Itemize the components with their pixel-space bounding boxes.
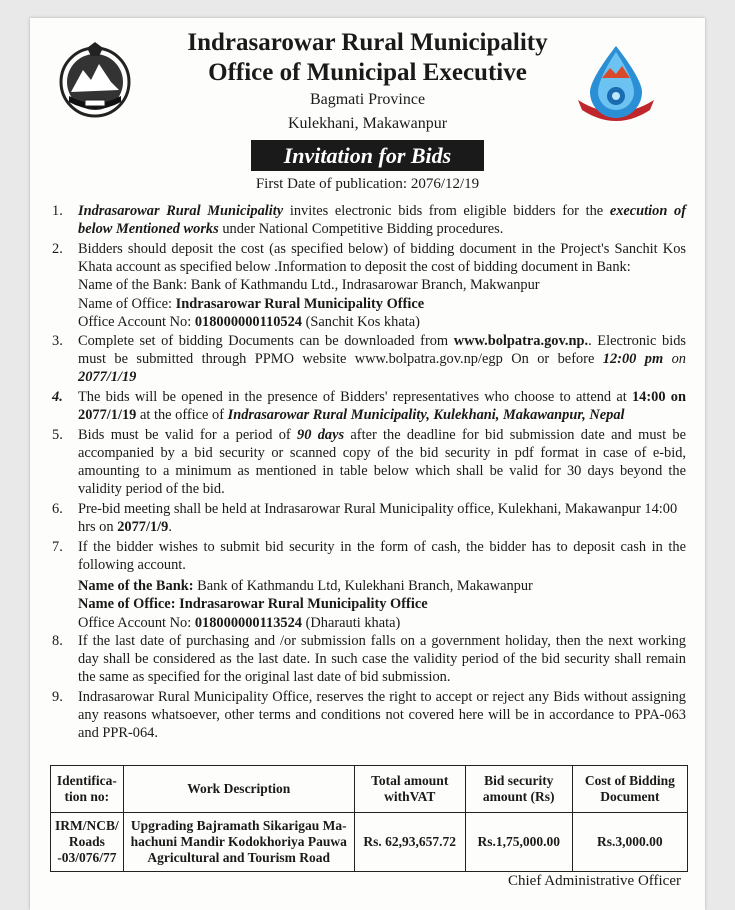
- list-item: 2. Bidders should deposit the cost (as specified below) of bidding document in the Project's Sanchit Kos Khata account as specified below .Information to deposit the cost of bidding document in Bank:: [52, 241, 686, 275]
- signature: Chief Administrative Officer: [507, 873, 681, 889]
- location: Kulekhani, Makawanpur: [287, 115, 448, 132]
- col-description: Work Description: [123, 766, 354, 813]
- publication-date: First Date of publication: 2076/12/19: [255, 176, 480, 192]
- list-item: 4. The bids will be opened in the presence of Bidders' representatives who choose to attend at 14:00 on 2077/1/19 at the office of Indrasarowar Rural Municipality, Kulekhani, Makawanpur, Nepal: [52, 388, 686, 423]
- list-item: 8. If the last date of purchasing and /or submission falls on a government holiday, then the next working day shall be considered as the last date. In such case the validity period of the bid security shall remain the same as specified for the original last date of bid submission.: [52, 633, 686, 685]
- cell-total: Rs. 62,93,657.72: [354, 813, 465, 872]
- list-item: 3. Complete set of bidding Documents can be downloaded from www.bolpatra.gov.np.. Electronic bids must be submitted through PPMO website www.bolpatra.gov.np/egp On or before 12:00 pm on 2077/1/19: [52, 332, 686, 385]
- cell-id: IRM/NCB/ Roads -03/076/77: [51, 813, 124, 872]
- col-total: Total amount withVAT: [354, 766, 465, 813]
- office-name: Office of Municipal Executive: [208, 59, 527, 86]
- bid-table: [50, 765, 688, 872]
- table-row: [51, 813, 688, 872]
- list-item: 6. Pre-bid meeting shall be held at Indrasarowar Rural Municipality office, Kulekhani, Makawanpur 14:00 hrs on 2077/1/9.: [52, 500, 678, 535]
- list-item: 5. Bids must be valid for a period of 90 days after the deadline for bid submission date and must be accompanied by a bid security or scanned copy of the bid security in pdf format in case of e-bid, amounting to a minimum as mentioned in table below which shall be valid for 30 days beyond the validity period of the bid.: [52, 426, 687, 497]
- list-item: 9. Indrasarowar Rural Municipality Office, reserves the right to accept or reject any Bids without assigning any reasons whatsoever, other terms and conditions not covered here will be in accordance to PPA-063 and PPR-064.: [52, 689, 686, 741]
- notice-page: [30, 18, 705, 910]
- col-security: Bid security amount (Rs): [465, 766, 572, 813]
- list-item: 7. If the bidder wishes to submit bid security in the form of cash, the bidder has to deposit cash in the following account.: [52, 538, 686, 573]
- municipality-name: Indrasarowar Rural Municipality: [187, 29, 548, 56]
- cell-security: Rs.1,75,000.00: [465, 813, 572, 872]
- notice-body: [48, 202, 686, 742]
- col-id: Identifica-tion no:: [51, 766, 124, 813]
- notice-title: Invitation for Bids: [251, 140, 484, 171]
- table-header-row: [51, 766, 688, 813]
- cell-cost: Rs.3,000.00: [572, 813, 687, 872]
- municipality-logo-icon: [570, 38, 662, 130]
- cell-description: Upgrading Bajramath Sikarigau Ma-hachuni Mandir Kodokhoriya Pauwa Agricultural and Tourism Road: [123, 813, 354, 872]
- list-item: 1. Indrasarowar Rural Municipality invites electronic bids from eligible bidders for the execution of below Mentioned works under National Competitive Bidding procedures.: [52, 203, 686, 237]
- province: Bagmati Province: [309, 91, 426, 108]
- cash-bank-info: Name of the Bank: Bank of Kathmandu Ltd, Kulekhani Branch, Makawanpur Name of Office: Indrasarowar Rural Municipality Office Office Account No: 018000000113524 (Dharauti khata): [78, 577, 533, 631]
- col-cost: Cost of Bidding Document: [572, 766, 687, 813]
- bank-info: Name of the Bank: Bank of Kathmandu Ltd., Indrasarowar Branch, Makwanpur Name of Office: Indrasarowar Rural Municipality Office Office Account No: 018000000110524 (Sanchit Kos khata): [78, 277, 540, 330]
